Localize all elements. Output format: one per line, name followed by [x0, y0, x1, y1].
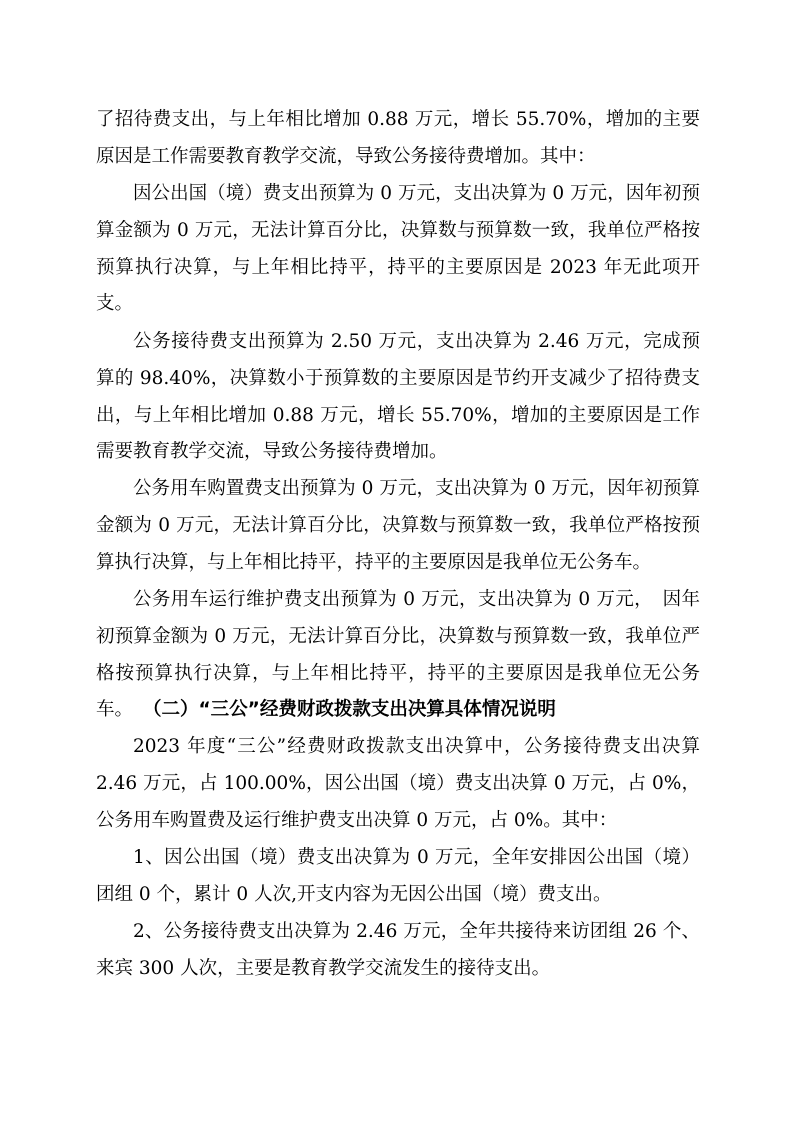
paragraph-item-2 [96, 914, 700, 988]
paragraph-text: 1、因公出国（境）费支出决算为 0 万元，全年安排因公出国（境）团组 0 个，累计 0 人次,开支内容为无因公出国（境）费支出。 [96, 847, 700, 905]
paragraph-summary [96, 729, 700, 839]
paragraph-item-1 [96, 840, 700, 914]
paragraph-text: 因公出国（境）费支出预算为 0 万元，支出决算为 0 万元，因年初预算金额为 0 万元，无法计算百分比，决算数与预算数一致，我单位严格按预算执行决算，与上年相比持平，持平的主要原因是 2023 年无此项开支。 [96, 183, 700, 315]
paragraph-text: 了招待费支出，与上年相比增加 0.88 万元，增长 55.70%，增加的主要原因是工作需要教育教学交流，导致公务接待费增加。其中： [96, 109, 700, 167]
paragraph-continuation [96, 102, 700, 176]
paragraph-vehicle-purchase [96, 471, 700, 581]
section-heading [96, 692, 700, 729]
paragraph-text: 2023 年度“三公”经费财政拨款支出决算中，公务接待费支出决算 2.46 万元，占 100.00%，因公出国（境）费支出决算 0 万元，占 0%，公务用车购置费及运行维护费支出决算 0 万元，占 0%。其中： [96, 736, 700, 831]
paragraph-text: 公务用车购置费支出预算为 0 万元，支出决算为 0 万元，因年初预算金额为 0 万元，无法计算百分比，决算数与预算数一致，我单位严格按预算执行决算，与上年相比持平，持平的主要原因是我单位无公务车。 [96, 478, 700, 573]
paragraph-overseas-expense [96, 176, 700, 323]
paragraph-text: 2、公务接待费支出决算为 2.46 万元，全年共接待来访团组 26 个、来宾 300 人次，主要是教育教学交流发生的接待支出。 [96, 921, 700, 979]
paragraph-text: 公务接待费支出预算为 2.50 万元，支出决算为 2.46 万元，完成预算的 98.40%，决算数小于预算数的主要原因是节约开支减少了招待费支出，与上年相比增加 0.88 万元，增长 55.70%，增加的主要原因是工作需要教育教学交流，导致公务接待费增加。 [96, 331, 700, 463]
paragraph-reception-expense [96, 324, 700, 471]
section-heading-text: （二）“三公”经费财政拨款支出决算具体情况说明 [143, 699, 556, 720]
paragraph-text: 公务用车运行维护费支出预算为 0 万元，支出决算为 0 万元， 因年初预算金额为 0 万元，无法计算百分比，决算数与预算数一致，我单位严格按预算执行决算，与上年相比持平，持平的主要原因是我单位无公务车。 [96, 589, 700, 721]
